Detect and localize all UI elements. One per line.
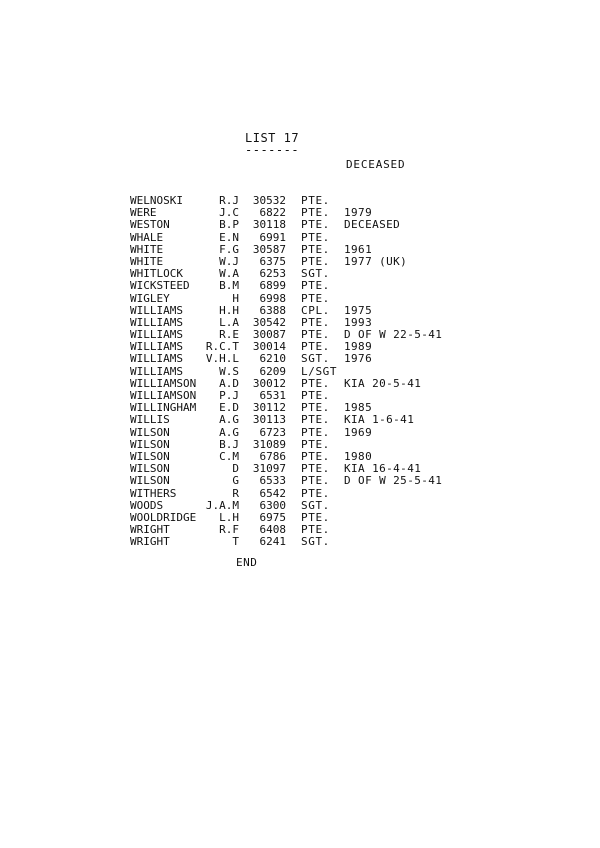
rank-cell: PTE.: [301, 315, 330, 329]
note-cell: 1979: [344, 206, 373, 220]
service-number-cell: 6723: [259, 425, 286, 439]
roll-row: [130, 219, 470, 231]
service-number-cell: 6375: [259, 254, 286, 268]
service-number-cell: 6998: [259, 291, 286, 305]
service-number-cell: 6531: [259, 389, 286, 402]
surname-cell: WILLIAMS: [130, 303, 183, 317]
status-header: DECEASED: [346, 158, 406, 171]
rank-cell: PTE.: [301, 413, 330, 427]
rank-cell: SGT.: [301, 535, 330, 549]
service-number-cell: 31097: [252, 462, 286, 476]
note-cell: 1961: [344, 242, 373, 256]
rank-cell: PTE.: [301, 462, 330, 476]
surname-cell: WILSON: [130, 474, 170, 488]
roll-row: [130, 402, 470, 414]
rank-cell: SGT.: [301, 498, 330, 512]
surname-cell: WHITE: [130, 242, 164, 256]
surname-cell: WILSON: [130, 437, 170, 451]
service-number-cell: 6209: [259, 364, 286, 378]
roll-row: [130, 427, 470, 439]
initials-cell: R.F: [219, 523, 239, 537]
service-number-cell: 30087: [252, 328, 286, 342]
surname-cell: WHITE: [130, 254, 164, 268]
initials-cell: L.A: [219, 315, 239, 329]
initials-cell: D: [232, 462, 239, 476]
service-number-cell: 6542: [259, 486, 286, 500]
surname-cell: WRIGHT: [130, 535, 170, 549]
rank-cell: PTE.: [301, 291, 330, 305]
initials-cell: V.H.L: [205, 352, 239, 366]
roll-row: [130, 512, 470, 524]
initials-cell: H: [232, 291, 239, 305]
note-cell: 1969: [344, 425, 373, 439]
note-cell: 1985: [344, 401, 373, 415]
roll-row: [130, 366, 470, 378]
service-number-cell: 6975: [259, 510, 286, 524]
roll-row: [130, 244, 470, 256]
end-label: END: [236, 556, 258, 569]
rank-cell: PTE.: [301, 425, 330, 439]
surname-cell: WILLINGHAM: [130, 401, 197, 415]
surname-cell: WILLIAMSON: [130, 376, 197, 390]
surname-cell: WILLIAMS: [130, 364, 183, 378]
initials-cell: T: [232, 535, 239, 549]
note-cell: D OF W 25-5-41: [344, 474, 443, 488]
roll-row: [130, 232, 470, 244]
rank-cell: PTE.: [301, 437, 330, 451]
service-number-cell: 6786: [259, 449, 286, 463]
initials-cell: A.D: [219, 376, 239, 390]
note-cell: KIA 16-4-41: [344, 462, 422, 476]
rank-cell: PTE.: [301, 242, 330, 256]
surname-cell: WILLIAMS: [130, 352, 183, 366]
initials-cell: L.H: [219, 510, 239, 524]
service-number-cell: 30012: [252, 376, 286, 390]
initials-cell: R.J: [219, 194, 239, 207]
rank-cell: PTE.: [301, 376, 330, 390]
rank-cell: PTE.: [301, 449, 330, 463]
rank-cell: PTE.: [301, 206, 330, 220]
surname-cell: WOOLDRIDGE: [130, 510, 197, 524]
service-number-cell: 6253: [259, 267, 286, 281]
initials-cell: F.G: [219, 242, 239, 256]
note-cell: D OF W 22-5-41: [344, 328, 443, 342]
surname-cell: WHITLOCK: [130, 267, 183, 281]
service-number-cell: 6822: [259, 206, 286, 220]
service-number-cell: 6300: [259, 498, 286, 512]
note-cell: KIA 20-5-41: [344, 376, 422, 390]
initials-cell: R.E: [219, 328, 239, 342]
surname-cell: WRIGHT: [130, 523, 170, 537]
note-cell: 1977 (UK): [344, 254, 408, 268]
service-number-cell: 6991: [259, 230, 286, 244]
service-number-cell: 30112: [252, 401, 286, 415]
initials-cell: E.N: [219, 230, 239, 244]
surname-cell: WITHERS: [130, 486, 177, 500]
surname-cell: WHALE: [130, 230, 164, 244]
note-cell: 1975: [344, 303, 373, 317]
service-number-cell: 30587: [252, 242, 286, 256]
rank-cell: PTE.: [301, 194, 330, 207]
initials-cell: W.A: [219, 267, 239, 281]
rank-cell: PTE.: [301, 254, 330, 268]
surname-cell: WILSON: [130, 449, 170, 463]
roll-row: [130, 293, 470, 305]
roll-row: [130, 524, 470, 536]
nominal-roll: [130, 195, 470, 548]
surname-cell: WILSON: [130, 425, 170, 439]
initials-cell: R: [232, 486, 239, 500]
roll-row: [130, 280, 470, 292]
initials-cell: E.D: [219, 401, 239, 415]
note-cell: 1993: [344, 315, 373, 329]
initials-cell: W.J: [219, 254, 239, 268]
surname-cell: WILLIAMS: [130, 315, 183, 329]
initials-cell: B.M: [219, 279, 239, 293]
initials-cell: P.J: [219, 389, 239, 402]
initials-cell: A.G: [219, 425, 239, 439]
roll-row: [130, 488, 470, 500]
surname-cell: WILLIAMS: [130, 328, 183, 342]
initials-cell: B.P: [219, 218, 239, 232]
service-number-cell: 31089: [252, 437, 286, 451]
roll-row: [130, 536, 470, 548]
roll-row: [130, 195, 470, 207]
service-number-cell: 6210: [259, 352, 286, 366]
surname-cell: WERE: [130, 206, 157, 220]
roll-row: [130, 475, 470, 487]
rank-cell: PTE.: [301, 486, 330, 500]
rank-cell: PTE.: [301, 218, 330, 232]
surname-cell: WELNOSKI: [130, 194, 183, 207]
rank-cell: CPL.: [301, 303, 330, 317]
initials-cell: R.C.T: [205, 340, 239, 354]
rank-cell: SGT.: [301, 352, 330, 366]
service-number-cell: 6533: [259, 474, 286, 488]
rank-cell: PTE.: [301, 328, 330, 342]
title-underline: -------: [245, 143, 300, 157]
rank-cell: PTE.: [301, 279, 330, 293]
note-cell: DECEASED: [344, 218, 401, 232]
service-number-cell: 6408: [259, 523, 286, 537]
service-number-cell: 30118: [252, 218, 286, 232]
rank-cell: PTE.: [301, 474, 330, 488]
rank-cell: PTE.: [301, 401, 330, 415]
rank-cell: PTE.: [301, 389, 330, 402]
rank-cell: PTE.: [301, 230, 330, 244]
initials-cell: A.G: [219, 413, 239, 427]
surname-cell: WILSON: [130, 462, 170, 476]
list-title: LIST 17: [245, 131, 300, 145]
roll-row: [130, 353, 470, 365]
service-number-cell: 30014: [252, 340, 286, 354]
service-number-cell: 30113: [252, 413, 286, 427]
rank-cell: L/SGT: [301, 364, 338, 378]
initials-cell: W.S: [219, 364, 239, 378]
surname-cell: WICKSTEED: [130, 279, 190, 293]
initials-cell: J.A.M: [205, 498, 239, 512]
note-cell: 1989: [344, 340, 373, 354]
surname-cell: WILLIS: [130, 413, 170, 427]
rank-cell: SGT.: [301, 267, 330, 281]
rank-cell: PTE.: [301, 510, 330, 524]
initials-cell: G: [232, 474, 239, 488]
initials-cell: B.J: [219, 437, 239, 451]
service-number-cell: 30532: [252, 194, 286, 207]
surname-cell: WILLIAMSON: [130, 389, 197, 402]
rank-cell: PTE.: [301, 523, 330, 537]
service-number-cell: 30542: [252, 315, 286, 329]
surname-cell: WOODS: [130, 498, 164, 512]
note-cell: 1976: [344, 352, 373, 366]
note-cell: 1980: [344, 449, 373, 463]
roll-row: [130, 207, 470, 219]
initials-cell: J.C: [219, 206, 239, 220]
initials-cell: H.H: [219, 303, 239, 317]
roll-row: [130, 414, 470, 426]
roll-row: [130, 439, 470, 451]
surname-cell: WILLIAMS: [130, 340, 183, 354]
service-number-cell: 6388: [259, 303, 286, 317]
note-cell: KIA 1-6-41: [344, 413, 415, 427]
rank-cell: PTE.: [301, 340, 330, 354]
service-number-cell: 6241: [259, 535, 286, 549]
service-number-cell: 6899: [259, 279, 286, 293]
surname-cell: WESTON: [130, 218, 170, 232]
surname-cell: WIGLEY: [130, 291, 170, 305]
initials-cell: C.M: [219, 449, 239, 463]
